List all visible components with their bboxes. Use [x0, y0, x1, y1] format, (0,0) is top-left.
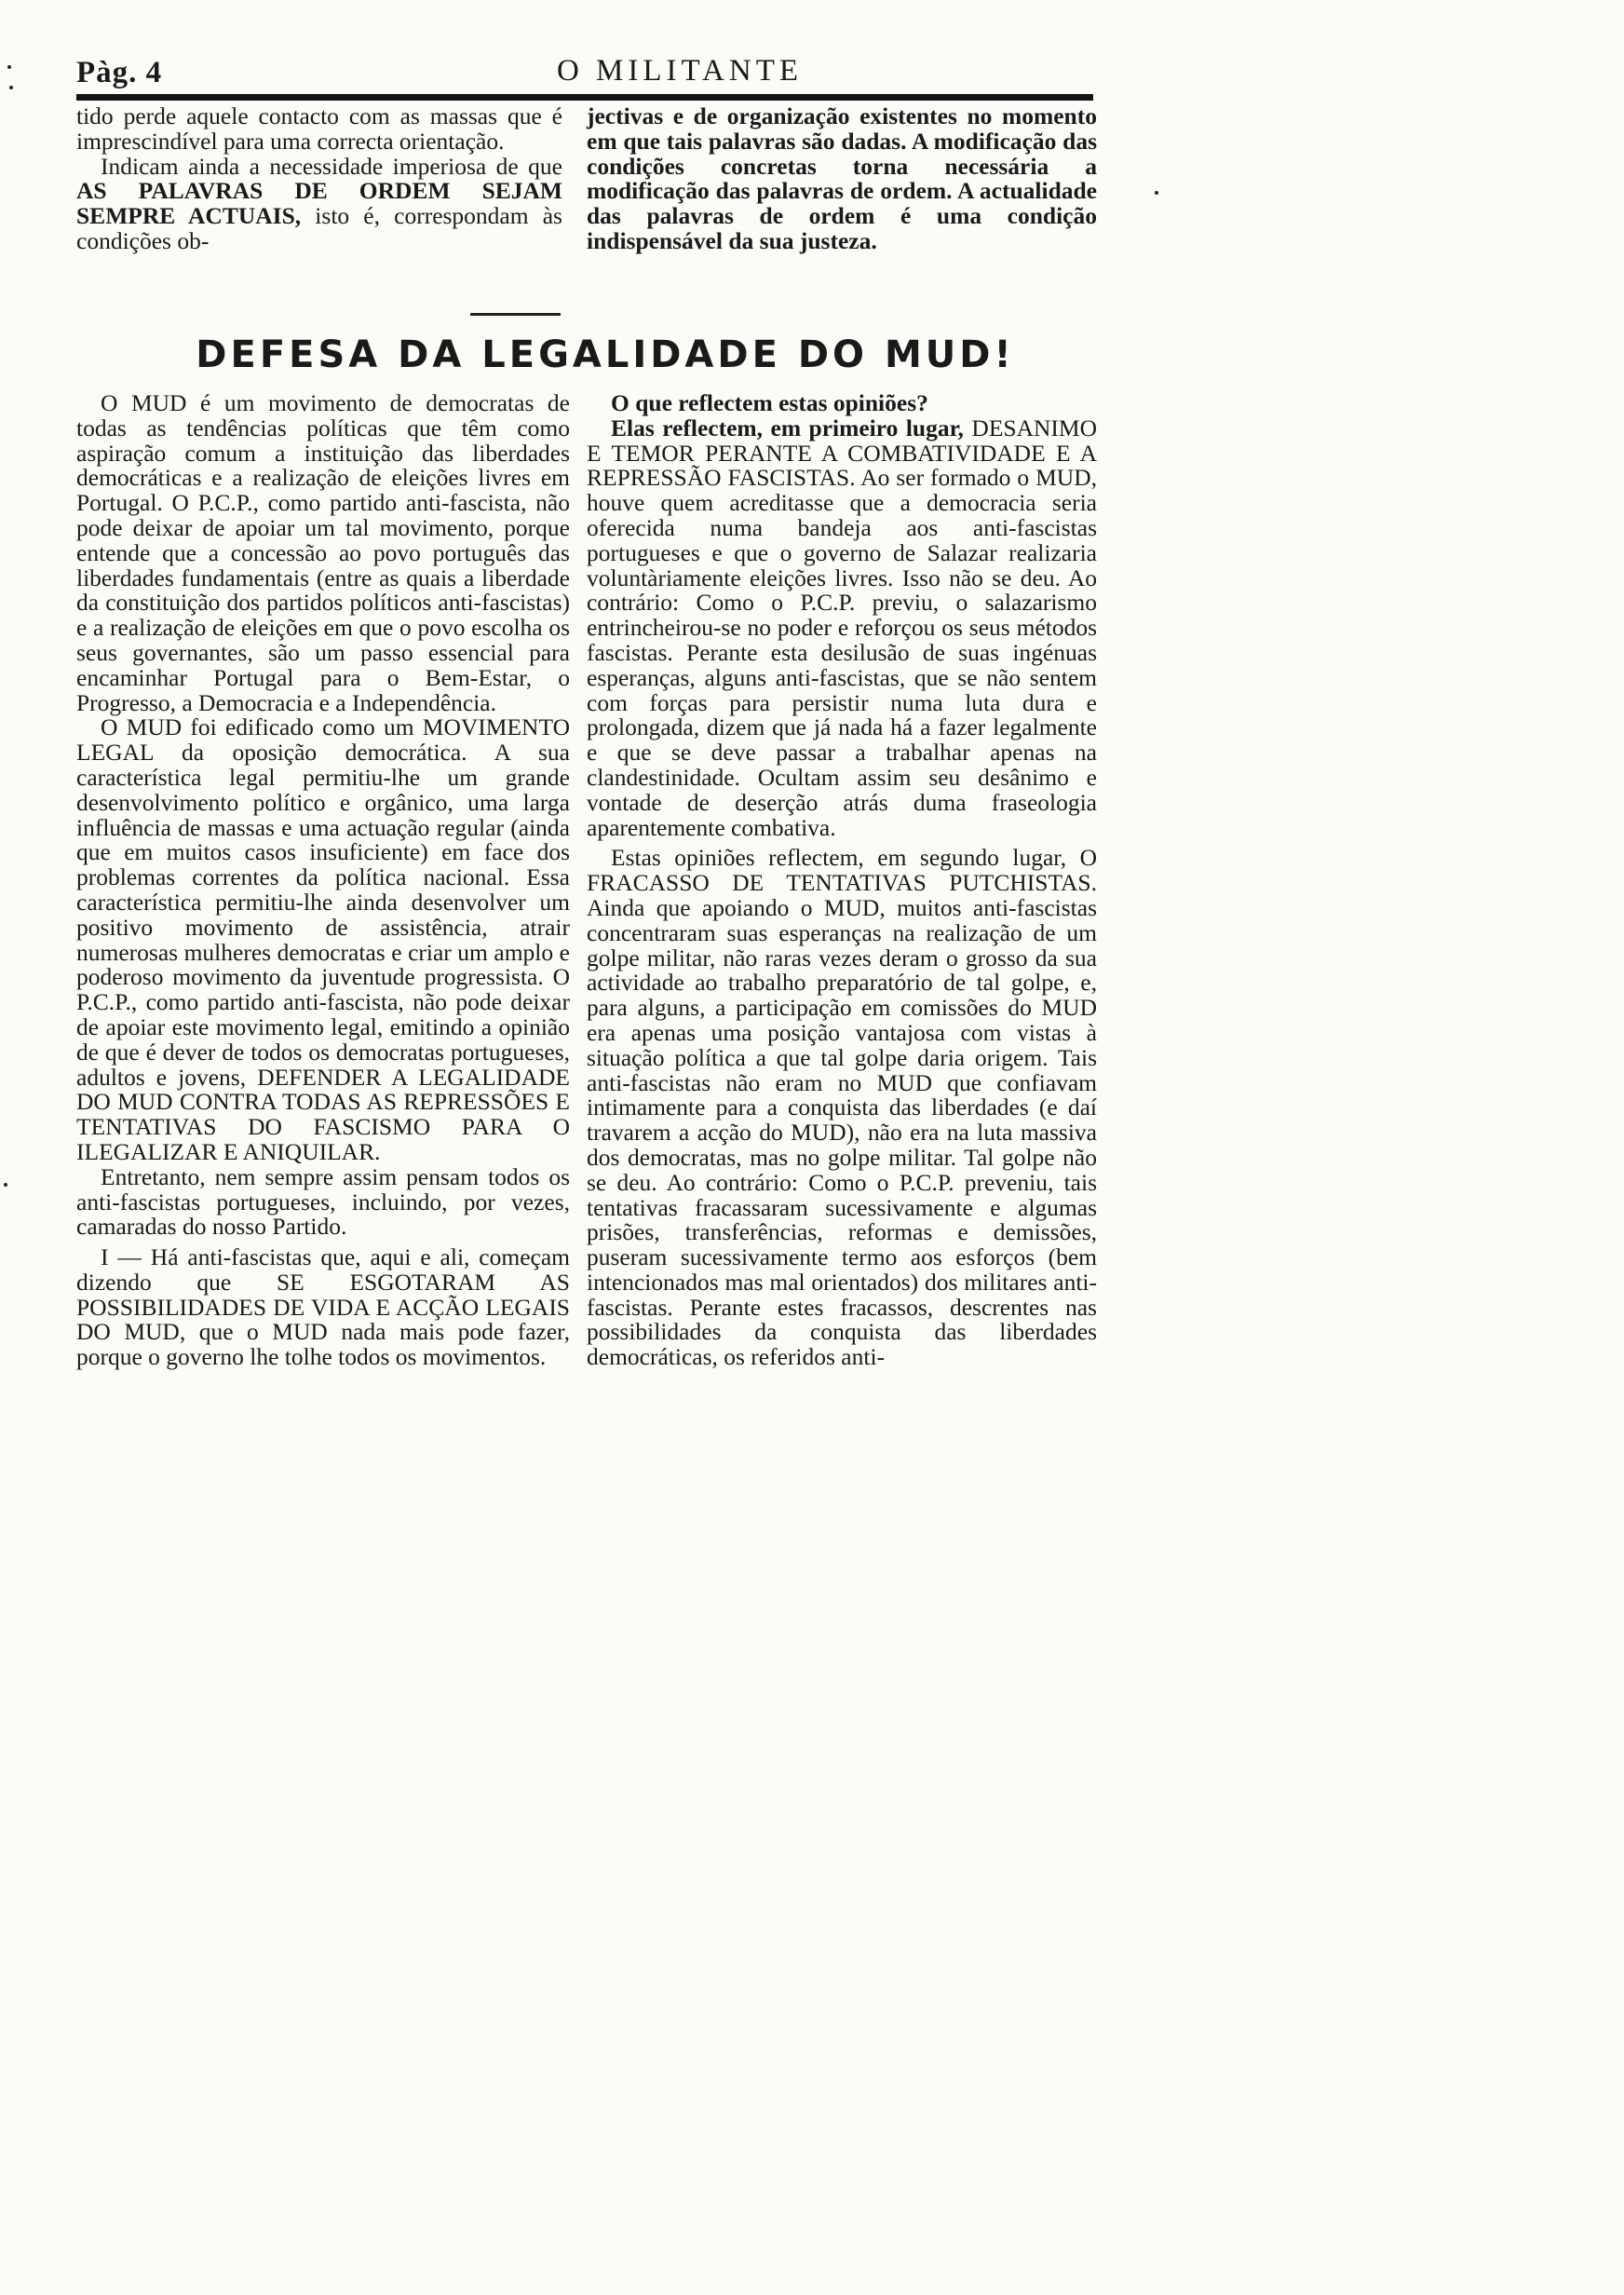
article-right-column — [587, 391, 1097, 1370]
paragraph: O MUD é um movimento de democratas de todas as tendências políticas que têm como aspiração comum a instituição das liberdades democráticas e a realização de eleições livres em Portugal. O P.C.P., como partido anti-fascista, não pode deixar de apoiar um tal movimento, porque entende que a concessão ao povo português das liberdades fundamentais (entre as quais a liberdade da constituição dos partidos políticos anti-fascistas) e a realização de eleições em que o povo escolha os seus governantes, são um passo essencial para encaminhar Portugal para o Bem-Estar, o Progresso, a Democracia e a Independência. — [76, 389, 570, 716]
text-run: I — Há anti-fascistas que, aqui e ali, começam dizendo que — [76, 1243, 570, 1296]
paragraph: jectivas e de organização existentes no momento em que tais palavras são dadas. A modificação das condições concretas torna necessária a modificação das palavras de ordem. A actualidade das palavras de ordem é uma condição indispensável da sua justeza. — [587, 102, 1097, 254]
top-left-column — [76, 104, 562, 254]
emphasis-text: AS PALAVRAS DE ORDEM SEJAM SEMPRE ACTUAIS, — [76, 177, 562, 230]
top-right-column — [587, 104, 1097, 254]
paragraph — [76, 715, 570, 1164]
emphasis-text: O FRACASSO DE TENTATIVAS PUTCHISTAS. — [587, 844, 1097, 897]
question-line: O que reflectem estas opiniões? — [611, 389, 928, 416]
scan-speck — [7, 65, 11, 69]
section-separator — [470, 313, 561, 316]
scan-speck — [1155, 191, 1158, 195]
scan-speck — [9, 86, 13, 89]
paragraph: Entretanto, nem sempre assim pensam todos os anti-fascistas portugueses, incluindo, por vezes, camaradas do nosso Partido. — [76, 1162, 570, 1241]
scan-speck — [4, 1183, 7, 1187]
paragraph — [76, 152, 562, 254]
emphasis-text: DESANIMO E TEMOR PERANTE A COMBATIVIDADE E A REPRESSÃO FASCISTAS. — [587, 414, 1097, 492]
header-rule — [76, 94, 1093, 101]
paragraph: tido perde aquele contacto com as massas que é imprescindível para uma correcta orientação. — [76, 102, 562, 155]
text-run: Estas opiniões reflectem, em segundo lugar, — [611, 844, 1080, 872]
emphasis-text: DEFENDER A LEGALIDADE DO MUD CONTRA TODAS AS REPRESSÕES E TENTATIVAS DO FASCISMO PARA O ILEGALIZAR E ANIQUILAR. — [76, 1063, 570, 1165]
article-left-column — [76, 391, 570, 1370]
emphasis-text: SE ESGOTARAM AS POSSIBILIDADES DE VIDA E ACÇÃO LEGAIS DO MUD, — [76, 1268, 570, 1346]
text-run: O MUD foi edificado como um MOVIMENTO LEGAL da oposição democrática. A sua característica legal permitiu-lhe um grande desenvolvimento político e orgânico, uma larga influência de massas e uma actuação regular (ainda que em muitos casos insuficiente) em face dos problemas correntes da política nacional. Essa característica permitiu-lhe ainda desenvolver um positivo movimento de assistência, atrair numerosas mulheres democratas e criar um amplo e poderoso movimento da juventude progressista. O P.C.P., como partido anti-fascista, não pode deixar de apoiar este movimento legal, emitindo a opinião de que é dever de todos os democratas portugueses, adultos e jovens, — [76, 713, 570, 1091]
page-number: Pàg. 4 — [76, 56, 163, 89]
paragraph — [587, 846, 1097, 1370]
paragraph — [587, 416, 1097, 841]
text-run: Elas reflectem, em primeiro lugar, — [611, 414, 972, 441]
paragraph — [76, 1245, 570, 1370]
text-run: isto é, correspondam às condições ob- — [76, 202, 562, 254]
text-run: Indicam ainda a necessidade imperiosa de que — [101, 152, 562, 180]
masthead-title: O MILITANTE — [556, 54, 804, 88]
article-headline: DEFESA DA LEGALIDADE DO MUD! — [196, 333, 1015, 376]
text-run: que o MUD nada mais pode fazer, porque o governo lhe tolhe todos os movimentos. — [76, 1318, 570, 1371]
text-run: Ao ser formado o MUD, houve quem acreditasse que a democracia seria oferecida numa bandeja aos anti-fascistas portugueses e que o governo de Salazar realizaria voluntàriamente eleições livres. Isso não se deu. Ao contrário: Como o P.C.P. previu, o salazarismo entrincheirou-se no poder e reforçou os seus métodos fascistas. Perante esta desilusão de suas ingénuas esperanças, alguns anti-fascistas, que se não sentem com forças para persistir numa luta dura e prolongada, dizem que já nada há a fazer legalmente e que se deve passar a trabalhar apenas na clandestinidade. Ocultam assim seu desânimo e vontade de deserção atrás duma fraseologia aparentemente combativa. — [587, 464, 1097, 841]
text-run: Ainda que apoiando o MUD, muitos anti-fascistas concentraram suas esperanças na realização de um golpe militar, não raras vezes deram o grosso da sua actividade ao trabalho preparatório de tal golpe, e, para alguns, a participação em comissões do MUD era apenas uma posição vantajosa com vistas à situação política a que tal golpe daria origem. Tais anti-fascistas não eram no MUD que confiavam intimamente para a conquista das liberdades (e daí travarem a acção do MUD), não era na luta massiva dos democratas, mas no golpe militar. Tal golpe não se deu. Ao contrário: Como o P.C.P. preveniu, tais tentativas fracassaram sucessivamente e algumas prisões, transferências, reformas e demissões, puseram sucessivamente termo aos esforços (bem intencionados mas mal orientados) dos militares anti-fascistas. Perante estes fracassos, descrentes nas possibilidades da conquista das liberdades democráticas, os referidos anti- — [587, 893, 1097, 1371]
